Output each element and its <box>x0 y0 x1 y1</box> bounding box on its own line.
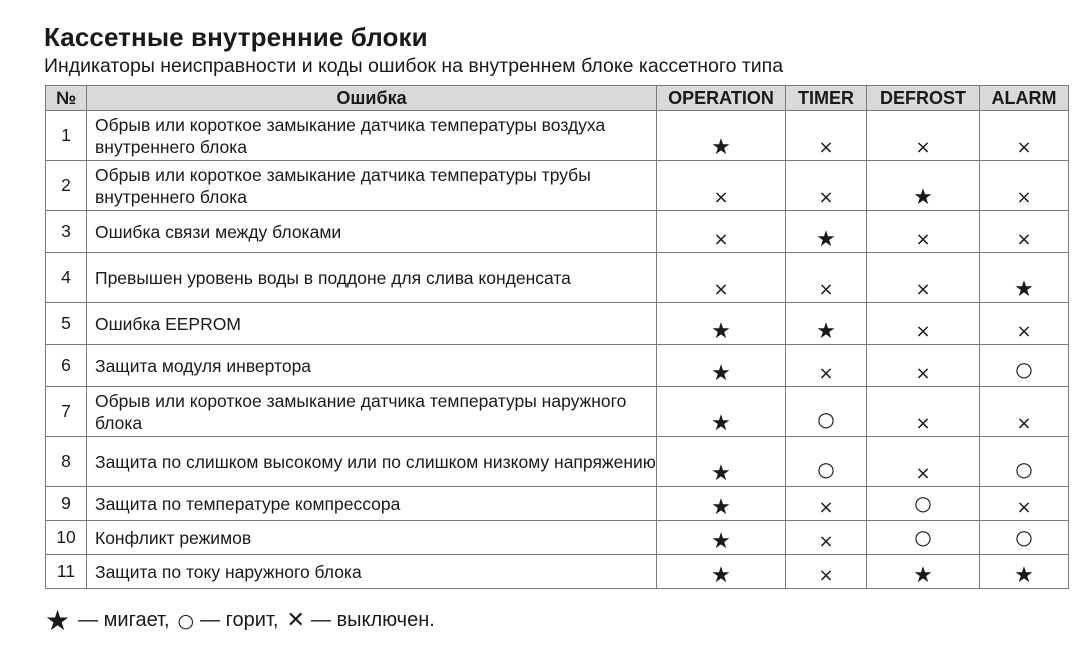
row-number: 5 <box>46 303 87 345</box>
cross-icon: × <box>915 413 931 434</box>
circle-icon: ○ <box>1015 457 1033 481</box>
row-timer-indicator <box>786 487 867 521</box>
row-error-description: Защита по температуре компрессора <box>87 487 657 521</box>
circle-icon: ○ <box>914 525 932 549</box>
row-timer-indicator <box>786 521 867 555</box>
row-timer-indicator <box>786 211 867 253</box>
header-error: Ошибка <box>87 86 657 111</box>
row-operation-indicator <box>657 387 786 437</box>
cross-icon: × <box>1016 413 1032 434</box>
row-defrost-indicator <box>867 521 980 555</box>
row-error-description: Ошибка связи между блоками <box>87 211 657 253</box>
table-row <box>46 253 1069 303</box>
row-alarm-indicator <box>980 211 1069 253</box>
table-row <box>46 555 1069 589</box>
cross-icon: × <box>818 187 834 208</box>
legend-circle-icon: ○ <box>177 609 195 632</box>
table-row <box>46 303 1069 345</box>
row-operation-indicator <box>657 211 786 253</box>
row-operation-indicator <box>657 437 786 487</box>
row-number: 11 <box>46 555 87 589</box>
legend <box>45 604 443 637</box>
star-icon: ★ <box>1014 276 1034 301</box>
row-operation-indicator <box>657 161 786 211</box>
table-row <box>46 161 1069 211</box>
cross-icon: × <box>818 531 834 552</box>
row-number: 8 <box>46 437 87 487</box>
star-icon: ★ <box>711 528 731 553</box>
cross-icon: × <box>915 363 931 384</box>
row-number: 6 <box>46 345 87 387</box>
row-number: 7 <box>46 387 87 437</box>
table-row <box>46 521 1069 555</box>
cross-icon: × <box>1016 187 1032 208</box>
cross-icon: × <box>713 279 729 300</box>
cross-icon: × <box>1016 137 1032 158</box>
header-defrost: DEFROST <box>867 86 980 111</box>
row-error-description: Защита по току наружного блока <box>87 555 657 589</box>
row-operation-indicator <box>657 487 786 521</box>
star-icon: ★ <box>913 562 933 587</box>
row-alarm-indicator <box>980 161 1069 211</box>
row-alarm-indicator <box>980 253 1069 303</box>
table-row <box>46 111 1069 161</box>
table-row <box>46 437 1069 487</box>
row-defrost-indicator <box>867 345 980 387</box>
row-alarm-indicator <box>980 521 1069 555</box>
star-icon: ★ <box>816 226 836 251</box>
cross-icon: × <box>818 497 834 518</box>
row-error-description: Конфликт режимов <box>87 521 657 555</box>
legend-cross-text: — выключен. <box>310 609 435 631</box>
cross-icon: × <box>1016 229 1032 250</box>
row-defrost-indicator <box>867 555 980 589</box>
legend-star-text: — мигает, <box>78 609 170 631</box>
row-operation-indicator <box>657 111 786 161</box>
row-timer-indicator <box>786 437 867 487</box>
row-defrost-indicator <box>867 253 980 303</box>
row-error-description: Обрыв или короткое замыкание датчика температуры воздуха внутреннего блока <box>87 111 657 161</box>
row-defrost-indicator <box>867 211 980 253</box>
legend-circle-text: — горит, <box>200 609 279 631</box>
cross-icon: × <box>818 565 834 586</box>
row-timer-indicator <box>786 253 867 303</box>
circle-icon: ○ <box>817 407 835 431</box>
star-icon: ★ <box>711 562 731 587</box>
header-number: № <box>46 86 87 111</box>
row-error-description: Обрыв или короткое замыкание датчика температуры трубы внутреннего блока <box>87 161 657 211</box>
row-number: 2 <box>46 161 87 211</box>
row-timer-indicator <box>786 111 867 161</box>
row-timer-indicator <box>786 161 867 211</box>
star-icon: ★ <box>1014 562 1034 587</box>
cross-icon: × <box>915 279 931 300</box>
cross-icon: × <box>818 279 834 300</box>
row-defrost-indicator <box>867 437 980 487</box>
cross-icon: × <box>915 463 931 484</box>
row-number: 3 <box>46 211 87 253</box>
row-error-description: Защита модуля инвертора <box>87 345 657 387</box>
cross-icon: × <box>915 229 931 250</box>
row-timer-indicator <box>786 303 867 345</box>
cross-icon: × <box>915 137 931 158</box>
legend-star-icon: ★ <box>45 604 71 637</box>
header-timer: TIMER <box>786 86 867 111</box>
row-alarm-indicator <box>980 387 1069 437</box>
star-icon: ★ <box>711 410 731 435</box>
row-error-description: Превышен уровень воды в поддоне для слива конденсата <box>87 253 657 303</box>
row-timer-indicator <box>786 387 867 437</box>
cross-icon: × <box>713 229 729 250</box>
row-operation-indicator <box>657 521 786 555</box>
row-number: 9 <box>46 487 87 521</box>
star-icon: ★ <box>711 360 731 385</box>
row-operation-indicator <box>657 555 786 589</box>
circle-icon: ○ <box>914 491 932 515</box>
row-number: 4 <box>46 253 87 303</box>
header-operation: OPERATION <box>657 86 786 111</box>
star-icon: ★ <box>913 184 933 209</box>
cross-icon: × <box>1016 497 1032 518</box>
row-alarm-indicator <box>980 345 1069 387</box>
circle-icon: ○ <box>1015 525 1033 549</box>
row-defrost-indicator <box>867 487 980 521</box>
cross-icon: × <box>1016 321 1032 342</box>
cross-icon: × <box>713 187 729 208</box>
legend-cross-icon: ✕ <box>286 608 305 633</box>
row-defrost-indicator <box>867 303 980 345</box>
row-timer-indicator <box>786 555 867 589</box>
cross-icon: × <box>818 137 834 158</box>
row-alarm-indicator <box>980 437 1069 487</box>
circle-icon: ○ <box>817 457 835 481</box>
table-header-row <box>46 86 1069 111</box>
row-defrost-indicator <box>867 111 980 161</box>
star-icon: ★ <box>711 494 731 519</box>
row-alarm-indicator <box>980 487 1069 521</box>
error-codes-table <box>45 85 1069 589</box>
cross-icon: × <box>818 363 834 384</box>
row-operation-indicator <box>657 253 786 303</box>
row-error-description: Ошибка EEPROM <box>87 303 657 345</box>
table-row <box>46 345 1069 387</box>
row-error-description: Обрыв или короткое замыкание датчика температуры наружного блока <box>87 387 657 437</box>
star-icon: ★ <box>711 318 731 343</box>
table-row <box>46 387 1069 437</box>
cross-icon: × <box>915 321 931 342</box>
row-defrost-indicator <box>867 387 980 437</box>
table-row <box>46 487 1069 521</box>
row-defrost-indicator <box>867 161 980 211</box>
star-icon: ★ <box>711 460 731 485</box>
star-icon: ★ <box>816 318 836 343</box>
row-number: 10 <box>46 521 87 555</box>
star-icon: ★ <box>711 134 731 159</box>
header-alarm: ALARM <box>980 86 1069 111</box>
row-alarm-indicator <box>980 555 1069 589</box>
page-subtitle: Индикаторы неисправности и коды ошибок на внутреннем блоке кассетного типа <box>44 55 784 77</box>
row-error-description: Защита по слишком высокому или по слишком низкому напряжению <box>87 437 657 487</box>
row-alarm-indicator <box>980 111 1069 161</box>
row-operation-indicator <box>657 303 786 345</box>
circle-icon: ○ <box>1015 357 1033 381</box>
row-timer-indicator <box>786 345 867 387</box>
page-title: Кассетные внутренние блоки <box>44 22 428 52</box>
table-row <box>46 211 1069 253</box>
row-operation-indicator <box>657 345 786 387</box>
row-alarm-indicator <box>980 303 1069 345</box>
row-number: 1 <box>46 111 87 161</box>
